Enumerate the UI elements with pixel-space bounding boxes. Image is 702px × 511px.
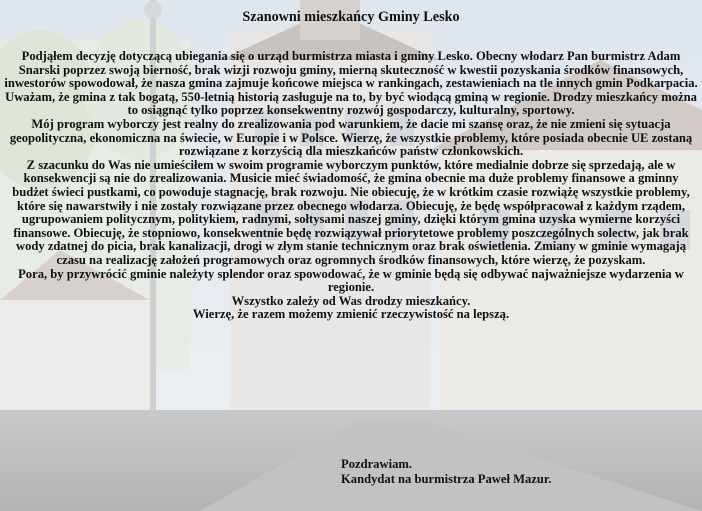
paragraph: Podjąłem decyzję dotyczącą ubiegania się o urząd burmistrza miasta i gminy Lesko. Obecny włodarz Pan burmistrz Adam Snarski poprzez swoją bierność, brak wizji rozwoju gminy, mierną skuteczność w kwestii pozyskania środków finansowych, inwestorów spowodował, że nasza gmina zajmuje końcowe miejsca w rankingach, zestawieniach na tle innych gmin Podkarpacia. Uważam, że gmina z tak bogatą, 550-letnią historią zasługuje na to, by być wiodącą gminą w regionie. Drodzy mieszkańcy można to osiągnąć tylko poprzez konsekwentny rozwój gospodarczy, kulturalny, sportowy. bbox=[4, 49, 698, 118]
paragraph: Mój program wyborczy jest realny do zrealizowania pod warunkiem, że dacie mi szansę oraz, że nie zmieni się sytuacja geopolityczna, ekonomiczna na świecie, w Europie i w Polsce. Wierzę, że wszystkie problemy, które posiada obecnie UE zostaną rozwiązane z korzyścią dla mieszkańców państw członkowskich. bbox=[9, 116, 693, 159]
closing: Pozdrawiam. bbox=[341, 457, 412, 471]
signature: Kandydat na burmistrza Paweł Mazur. bbox=[341, 472, 552, 486]
letter-title: Szanowni mieszkańcy Gminy Lesko bbox=[242, 9, 460, 25]
paragraph: Wierzę, że razem możemy zmienić rzeczywistość na lepszą. bbox=[192, 307, 510, 322]
signature-block bbox=[341, 457, 551, 487]
letter-body bbox=[4, 50, 698, 322]
paragraph: Pora, by przywrócić gminie należyty splendor oraz spowodować, że w gminie będą się odbywać najważniejsze wydarzenia w regionie. bbox=[18, 266, 684, 295]
paragraph: Z szacunku do Was nie umieściłem w swoim programie wyborczym punktów, które medialnie dobrze się sprzedają, ale w konsekwencji są nie do zrealizowania. Musicie mieć świadomość, że gmina obecnie ma duże problemy finansowe a gminny budżet świeci pustkami, co powoduje stagnację, brak rozwoju. Nie obiecuję, że w krótkim czasie rozwiążę wszystkie problemy, które się nawarstwiły i nie zostały rozwiązane przez obecnego włodarza. Obiecuję, że będę współpracował z każdym rządem, ugrupowaniem politycznym, politykiem, radnymi, sołtysami naszej gminy, dzięki którym gmina uzyska wymierne korzyści finansowe. Obiecuję, że stopniowo, konsekwentnie będę rozwiązywał priorytetowe problemy poszczególnych solectw, jak brak wody zdatnej do picia, brak kanalizacji, drogi w złym stanie technicznym oraz brak oświetlenia. Zmiany w gminie wymagają czasu na realizację założeń programowych oraz ogromnych środków finansowych, które wierzę, że pozyskam. bbox=[12, 157, 690, 267]
paragraph: Wszystko zależy od Was drodzy mieszkańcy. bbox=[231, 293, 471, 308]
